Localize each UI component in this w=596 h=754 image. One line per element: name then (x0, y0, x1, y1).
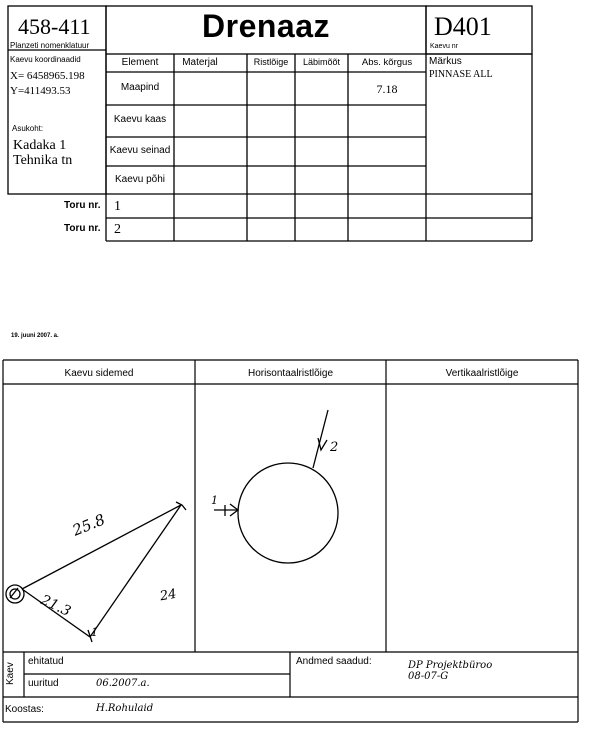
location-label: Asukoht: (12, 124, 44, 133)
pipe-2-label: Toru nr. (64, 223, 101, 234)
well-no-value: D401 (434, 12, 492, 41)
remarks-label: Märkus (429, 56, 462, 67)
compiled-label: Koostas: (5, 704, 44, 715)
coords-label: Kaevu koordinaadid (10, 55, 81, 64)
compiled-value: H.Rohulaid (96, 703, 154, 714)
row-abs-ground: 7.18 (376, 82, 398, 96)
col-title-ties: Kaevu sidemed (64, 368, 134, 379)
well-circle (238, 463, 338, 563)
y-coord: Y=411493.53 (10, 85, 71, 97)
surveyed-value: 06.2007.a. (96, 678, 150, 689)
col-title-horizontal: Horisontaalristlõige (247, 368, 334, 379)
page-title: Drenaaz (202, 8, 330, 44)
col-header-section: Ristlõige (253, 57, 289, 67)
row-element-ground: Maapind (120, 82, 160, 93)
built-label: ehitatud (28, 656, 64, 667)
col-header-abs-height: Abs. kõrgus (361, 57, 413, 68)
mark-c-label: 24 (158, 586, 178, 605)
col-header-material: Materjal (182, 57, 218, 68)
data-from-label: Andmed saadud: (296, 656, 372, 667)
remarks-value: PINNASE ALL (429, 69, 493, 80)
data-from-value-2: 08-07-G (408, 671, 449, 682)
well-no-label: Kaevu nr (430, 43, 459, 50)
row-element-bottom: Kaevu põhi (114, 174, 166, 185)
horizontal-section (214, 410, 338, 563)
side-label: Kaev (5, 662, 16, 685)
surveyed-label: uuritud (28, 678, 59, 689)
location-line2: Tehnika tn (13, 153, 73, 168)
distance-a-label: 25.8 (69, 510, 108, 540)
location-line1: Kadaka 1 (13, 138, 67, 153)
data-from-value-1: DP Projektbüroo (408, 660, 493, 671)
col-header-element: Element (121, 57, 159, 68)
x-coord: X= 6458965.198 (10, 70, 85, 82)
pipe-1-value: 1 (114, 199, 121, 214)
pipe-2-value: 2 (114, 222, 121, 237)
date-stamp: 19. juuni 2007. a. (11, 333, 59, 339)
nomenclature-label: Planzeti nomenklatuur (10, 41, 90, 50)
corner-mark: 1 (91, 626, 98, 639)
distance-b-label: 21.3 (38, 592, 74, 620)
pipe-1-label: Toru nr. (64, 200, 101, 211)
col-title-vertical: Vertikaalristlõige (445, 368, 519, 379)
row-element-walls: Kaevu seinad (109, 145, 171, 156)
pipe-1-mark: 1 (211, 494, 218, 507)
nomenclature-value: 458-411 (18, 14, 91, 39)
pipe-2-mark: 2 (330, 440, 339, 455)
col-header-diameter: Läbimõõt (302, 57, 341, 67)
row-element-lid: Kaevu kaas (113, 114, 167, 125)
